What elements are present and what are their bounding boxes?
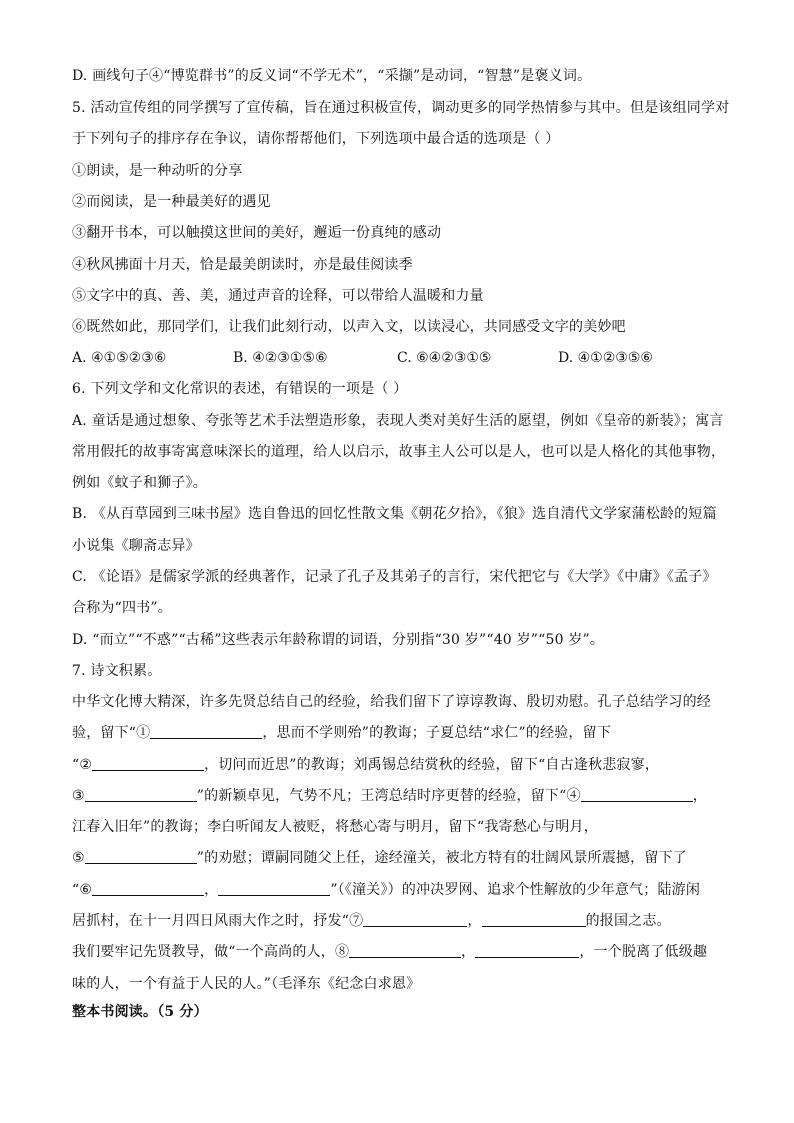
answer-blank-8a[interactable] bbox=[349, 942, 461, 958]
q5-stem-line-1: 5. 活动宣传组的同学撰写了宣传稿，旨在通过积极宣传，调动更多的同学热情参与其中。但是该组同学对 bbox=[72, 100, 730, 116]
q7-text: ， bbox=[692, 788, 707, 804]
q7-line-10: 味的人，一个有益于人民的人。”（毛泽东《纪念白求恩》 bbox=[72, 976, 421, 992]
q5-option-c: C. ⑥④②③①⑤ bbox=[397, 350, 492, 366]
answer-blank-5[interactable] bbox=[85, 848, 197, 864]
answer-blank-8b[interactable] bbox=[475, 942, 579, 958]
q7-text: ， bbox=[461, 944, 476, 960]
q6-option-c-line-1: C. 《论语》是儒家学派的经典著作，记录了孔子及其弟子的言行，宋代把它与《大学》《中庸》《孟子》 bbox=[72, 569, 717, 585]
q7-text: ③ bbox=[72, 788, 85, 804]
q7-text: “② bbox=[72, 757, 93, 773]
q7-text: 的报国之志。 bbox=[585, 913, 671, 929]
answer-blank-4[interactable] bbox=[581, 786, 693, 802]
section-title: 整本书阅读。（5 分） bbox=[72, 1004, 208, 1020]
q5-sentence-2: ②而阅读，是一种最美好的遇见 bbox=[72, 194, 271, 210]
q7-text: ”（《潼关》）的冲决罗网、追求个性解放的少年意气；陆游闲 bbox=[330, 882, 701, 898]
q6-option-b-line-1: B. 《从百草园到三味书屋》选自鲁迅的回忆性散文集《朝花夕拾》，《狼》选自清代文学家蒲松龄的短篇 bbox=[72, 506, 717, 522]
q6-option-a-line-3: 例如《蚊子和狮子》。 bbox=[72, 475, 207, 491]
q5-option-d: D. ④①②③⑤⑥ bbox=[558, 350, 653, 366]
answer-blank-1[interactable] bbox=[150, 723, 262, 739]
q7-line-6 bbox=[72, 848, 732, 868]
answer-blank-7a[interactable] bbox=[363, 911, 467, 927]
q4-option-d: D. 画线句子④“博览群书”的反义词“不学无术”，“采撷”是动词，“智慧”是褒义词。 bbox=[72, 68, 592, 84]
q5-sentence-5: ⑤文字中的真、善、美，通过声音的诠释，可以带给人温暖和力量 bbox=[72, 288, 484, 304]
q7-line-8 bbox=[72, 911, 732, 931]
q6-option-a-line-1: A. 童话是通过想象、夸张等艺术手法塑造形象，表现人类对美好生活的愿望，例如《皇帝的新装》；寓言 bbox=[72, 413, 724, 429]
q7-text: ⑤ bbox=[72, 850, 85, 866]
q7-text: “⑥ bbox=[72, 882, 93, 898]
q7-text: ，一个脱离了低级趣 bbox=[579, 944, 708, 960]
answer-blank-2[interactable] bbox=[92, 755, 204, 771]
q7-line-3 bbox=[72, 755, 732, 775]
q6-stem: 6. 下列文学和文化常识的表述，有错误的一项是（ ） bbox=[72, 381, 408, 397]
q7-line-9 bbox=[72, 942, 732, 962]
q7-text: 我们要牢记先贤教导，做“一个高尚的人，⑧ bbox=[72, 944, 350, 960]
q7-line-5: 江春入旧年”的教诲；李白听闻友人被贬，将愁心寄与明月，留下“我寄愁心与明月， bbox=[72, 819, 598, 835]
q5-sentence-3: ③翻开书本，可以触摸这世间的美好，邂逅一份真纯的感动 bbox=[72, 225, 442, 241]
answer-blank-6a[interactable] bbox=[92, 880, 204, 896]
q5-option-b: B. ④②③①⑤⑥ bbox=[233, 350, 328, 366]
q7-text: 验，留下“① bbox=[72, 725, 151, 741]
q5-sentence-6: ⑥既然如此，那同学们，让我们此刻行动，以声入文，以读浸心，共同感受文字的美妙吧 bbox=[72, 319, 626, 335]
q7-line-2 bbox=[72, 723, 732, 743]
q6-option-c-line-2: 合称为“四书”。 bbox=[72, 600, 172, 616]
q5-sentence-1: ①朗读，是一种动听的分享 bbox=[72, 163, 243, 179]
q6-option-a-line-2: 常用假托的故事寄寓意味深长的道理，给人以启示，故事主人公可以是人，也可以是人格化的其他事物， bbox=[72, 444, 726, 460]
q7-title: 7. 诗文积累。 bbox=[72, 663, 162, 679]
answer-blank-6b[interactable] bbox=[218, 880, 330, 896]
q5-option-a: A. ④①⑤②③⑥ bbox=[72, 350, 167, 366]
q7-line-4 bbox=[72, 786, 732, 806]
q7-text: ”的新颖卓见，气势不凡；王湾总结时序更替的经验，留下“④ bbox=[196, 788, 581, 804]
q6-option-d: D. “而立”“不惑”“古稀”这些表示年龄称谓的词语，分别指“30 岁”“40 岁”“50 岁”。 bbox=[72, 632, 605, 648]
q7-line-7 bbox=[72, 880, 732, 900]
q5-sentence-4: ④秋风拂面十月天，恰是最美朗读时，亦是最佳阅读季 bbox=[72, 257, 413, 273]
q7-text: 居抓村，在十一月四日风雨大作之时，抒发“⑦ bbox=[72, 913, 364, 929]
q7-text: ， bbox=[204, 882, 219, 898]
q7-text: ，思而不学则殆”的教诲；子夏总结“求仁”的经验，留下 bbox=[262, 725, 612, 741]
q5-stem-line-2: 于下列句子的排序存在争议，请你帮帮他们，下列选项中最合适的选项是（ ） bbox=[72, 131, 560, 147]
q7-text: ， bbox=[467, 913, 482, 929]
q7-line-1: 中华文化博大精深，许多先贤总结自己的经验，给我们留下了谆谆教诲、殷切劝慰。孔子总结学习的经 bbox=[72, 694, 711, 710]
q7-text: ”的劝慰；谭嗣同随父上任，途经潼关，被北方特有的壮阔风景所震撼，留下了 bbox=[196, 850, 687, 866]
q7-text: ，切问而近思”的教诲；刘禹锡总结赏秋的经验，留下“自古逢秋悲寂寥， bbox=[204, 757, 660, 773]
answer-blank-3[interactable] bbox=[85, 786, 197, 802]
q6-option-b-line-2: 小说集《聊斋志异》 bbox=[72, 538, 200, 554]
answer-blank-7b[interactable] bbox=[482, 911, 586, 927]
